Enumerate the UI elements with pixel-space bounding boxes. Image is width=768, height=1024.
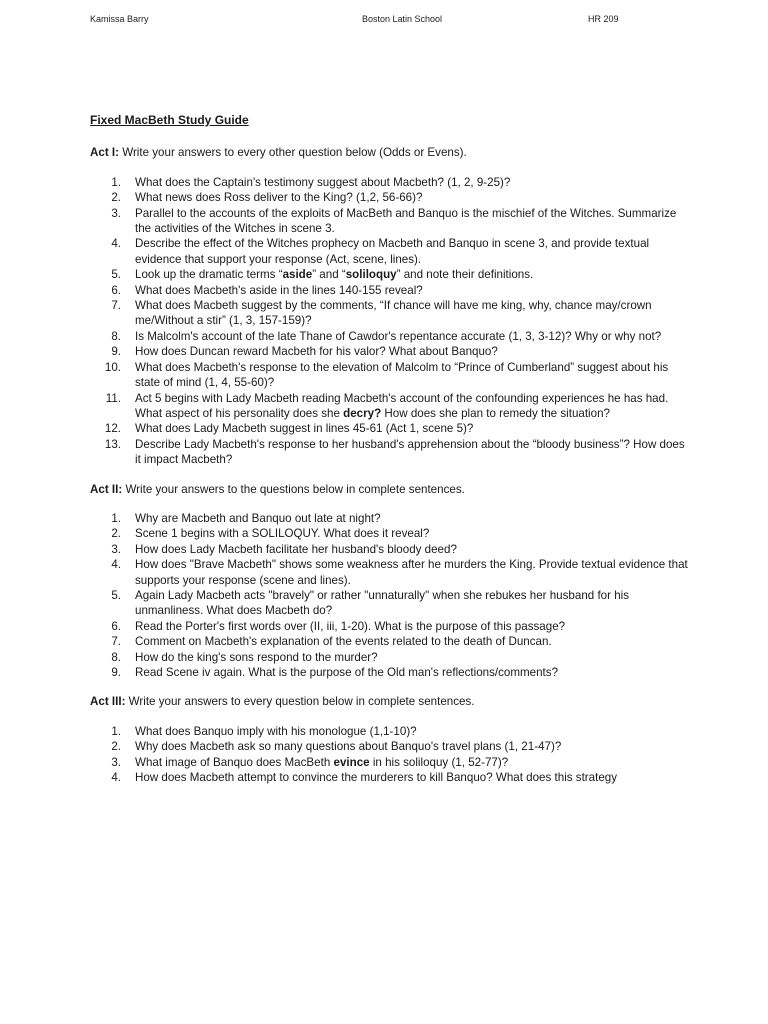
question-item [90, 511, 690, 526]
question-number: 2. [111, 740, 121, 754]
question-number: 4. [111, 771, 121, 785]
question-item [90, 619, 690, 634]
question-text-part: Parallel to the accounts of the exploits of MacBeth and Banquo is the mischief of the Witches. Summarize the activities of the Witches in scene 3. [135, 206, 677, 236]
question-number: 1. [111, 511, 121, 525]
question-item [90, 650, 690, 665]
question-item [90, 206, 690, 237]
question-item [90, 175, 690, 190]
question-text-part: Scene 1 begins with a SOLILOQUY. What does it reveal? [135, 527, 430, 541]
header-student-name: Kamissa Barry [90, 14, 149, 24]
question-text-part: What does the Captain's testimony suggest about Macbeth? (1, 2, 9-25)? [135, 175, 511, 189]
question-item [90, 190, 690, 205]
question-number: 3. [111, 206, 121, 220]
question-text-part: What does Macbeth suggest by the comments, “If chance will have me king, why, chance may/crown me/Without a stir” (1, 3, 157-159)? [135, 299, 652, 328]
act1-label: Act I: [90, 146, 119, 160]
question-number: 5. [111, 268, 121, 282]
question-item [90, 526, 690, 541]
question-item [90, 421, 690, 436]
act2-instructions [90, 482, 690, 497]
question-item [90, 634, 690, 649]
question-text-part: Read the Porter's first words over (II, iii, 1-20). What is the purpose of this passage? [135, 619, 566, 633]
question-number: 9. [111, 666, 121, 679]
question-item [90, 542, 690, 557]
act2-instruction-text: Write your answers to the questions below in complete sentences. [122, 482, 465, 496]
question-item [90, 588, 690, 619]
question-number: 13. [104, 437, 121, 451]
question-item [90, 755, 690, 770]
question-text-part: What image of Banquo does MacBeth [135, 755, 334, 769]
question-number: 4. [111, 558, 121, 572]
question-text-part: Why does Macbeth ask so many questions about Banquo's travel plans (1, 21-47)? [135, 740, 562, 754]
act2-label: Act II: [90, 482, 123, 496]
bold-term: decry? [343, 406, 382, 420]
question-text-part: Is Malcolm's account of the late Thane of Cawdor's repentance accurate (1, 3, 3-12)? Why or why not? [135, 329, 662, 343]
act3-instructions [90, 694, 690, 709]
question-text-part: Why are Macbeth and Banquo out late at night? [135, 511, 381, 525]
question-number: 11. [105, 391, 121, 405]
act1-instruction-text: Write your answers to every other question below (Odds or Evens). [118, 146, 467, 160]
question-text-part: What does Macbeth's aside in the lines 140-155 reveal? [135, 283, 423, 297]
act3-instruction-text: Write your answers to every question below in complete sentences. [125, 695, 475, 709]
act3-label: Act III: [90, 695, 126, 709]
question-text-part: in his soliloquy (1, 52-77)? [369, 755, 509, 769]
question-number: 2. [111, 527, 121, 541]
question-number: 6. [111, 283, 121, 297]
question-text-part: ” and note their definitions. [396, 268, 534, 282]
question-item [90, 391, 690, 422]
question-number: 8. [111, 329, 121, 343]
question-text-part: Act 5 begins with Lady Macbeth reading Macbeth's account of the confounding experiences he has had. What aspect of his personality does she [135, 391, 669, 420]
question-item [90, 665, 690, 680]
question-text-part: How does Lady Macbeth facilitate her husband's bloody deed? [135, 542, 457, 556]
header-homeroom: HR 209 [588, 14, 619, 24]
question-number: 3. [111, 542, 121, 556]
question-number: 6. [111, 619, 121, 633]
question-item [90, 739, 690, 754]
question-number: 2. [111, 191, 121, 205]
question-number: 7. [111, 299, 121, 313]
question-item [90, 298, 690, 329]
bold-term: aside [282, 268, 313, 282]
question-number: 7. [111, 635, 121, 649]
question-item [90, 437, 690, 468]
question-text-part: How does she plan to remedy the situation? [381, 406, 610, 420]
question-text-part: How do the king's sons respond to the murder? [135, 650, 378, 664]
question-text-part: Describe Lady Macbeth's response to her husband's apprehension about the “bloody business”? How does it impact Macbeth? [135, 437, 685, 467]
question-item [90, 267, 690, 282]
question-text-part: How does Macbeth attempt to convince the murderers to kill Banquo? What does this strategy [135, 771, 618, 785]
study-guide-body [90, 113, 690, 799]
question-item [90, 724, 690, 739]
document-title: Fixed MacBeth Study Guide [90, 113, 249, 127]
question-text-part: Read Scene iv again. What is the purpose of the Old man's reflections/comments? [135, 666, 559, 679]
question-text-part: Describe the effect of the Witches prophecy on Macbeth and Banquo in scene 3, and provide textual evidence that support your response (Act, scene, lines). [135, 237, 650, 266]
question-item [90, 770, 690, 785]
question-number: 1. [111, 724, 121, 738]
question-number: 12. [104, 422, 121, 436]
question-text-part: Again Lady Macbeth acts "bravely" or rather "unnaturally" when she rebukes her husband for his unmanliness. What does Macbeth do? [135, 588, 630, 618]
question-item [90, 344, 690, 359]
act3-question-list [90, 724, 690, 786]
question-item [90, 283, 690, 298]
act2-question-list [90, 511, 690, 680]
page-header [90, 14, 619, 28]
question-number: 3. [111, 755, 121, 769]
question-text-part: What does Macbeth's response to the elevation of Malcolm to “Prince of Cumberland” suggest about his state of mind (1, 4, 55-60)? [135, 360, 669, 390]
question-item [90, 236, 690, 267]
question-text-part: What news does Ross deliver to the King? (1,2, 56-66)? [135, 191, 423, 205]
question-text-part: How does "Brave Macbeth" shows some weakness after he murders the King. Provide textual evidence that supports your response (scene and lines). [135, 558, 688, 587]
question-number: 1. [111, 175, 121, 189]
question-number: 5. [111, 588, 121, 602]
question-number: 8. [111, 650, 121, 664]
question-number: 10. [104, 360, 121, 374]
question-number: 4. [111, 237, 121, 251]
question-text-part: What does Banquo imply with his monologue (1,1-10)? [135, 724, 417, 738]
question-text-part: ” and “ [312, 268, 346, 282]
act1-question-list [90, 175, 690, 468]
question-number: 9. [111, 345, 121, 359]
question-text-part: Look up the dramatic terms “ [135, 268, 283, 282]
question-text-part: What does Lady Macbeth suggest in lines 45-61 (Act 1, scene 5)? [135, 422, 474, 436]
question-item [90, 329, 690, 344]
question-text-part: Comment on Macbeth's explanation of the events related to the death of Duncan. [135, 635, 552, 649]
act1-instructions [90, 145, 470, 160]
question-item [90, 360, 690, 391]
bold-term: evince [333, 755, 370, 769]
question-item [90, 557, 690, 588]
header-school-name: Boston Latin School [362, 14, 443, 24]
question-text-part: How does Duncan reward Macbeth for his valor? What about Banquo? [135, 345, 498, 359]
bold-term: soliloquy [345, 268, 397, 282]
